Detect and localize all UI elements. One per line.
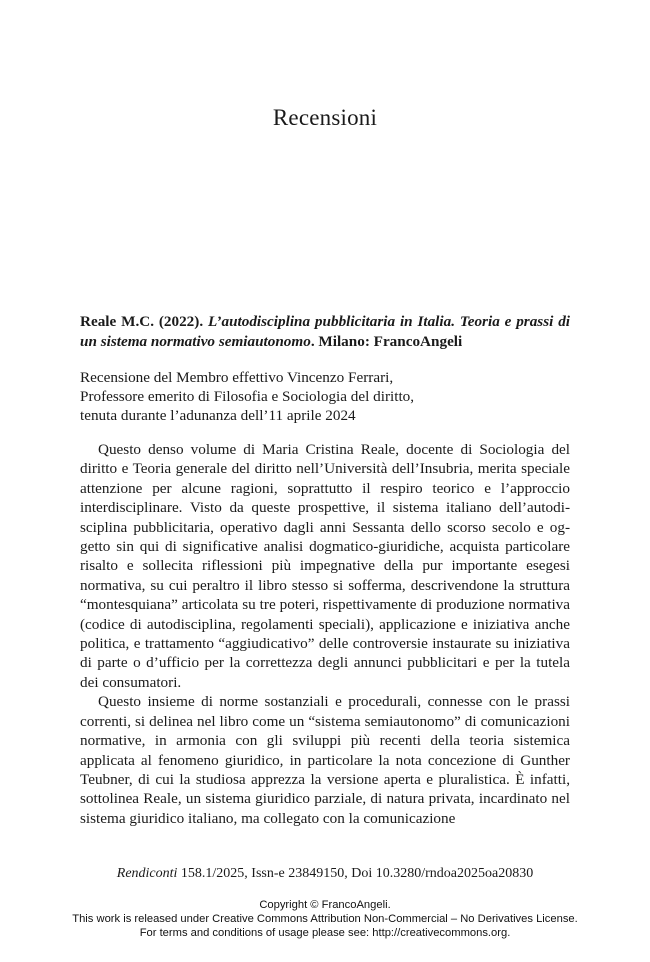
citation-book-title: L’autodisciplina pubblicitaria in Italia. Teoria e prassi di un sistema normativo semiautonomo xyxy=(80,313,571,350)
body-paragraph-1: Questo denso volume di Maria Cristina Reale, docente di Sociologia del diritto e Teoria generale del diritto nell’Università dell’Insubria, merita speciale attenzione per alcune ragioni, soprattutto il respiro teorico e l’approccio interdisciplinare. Visto da queste prospettive, il sistema italiano dell’autodisciplina pubblicitaria, operativo dagli anni Sessanta dello scorso secolo e oggetto sin qui di significative analisi dogmatico-giuridiche, acquista particolare risalto e sollecita riflessioni più impegnative della pur importante esegesi normativa, su cui peraltro il libro stesso si sofferma, descrivendone la struttura “montesquiana” articolata su tre poteri, rispettivamente di produzione normativa (codice di autodisciplina, regolamenti speciali), applicazione e iniziativa anche politica, e trattamento “aggiudicativo” delle controversie instaurate su iniziativa di parte o d’ufficio per la correttezza degli annunci pubblicitari e per la tutela dei consumatori. xyxy=(80,441,570,691)
journal-reference xyxy=(0,866,650,882)
citation-author-year: Reale M.C. (2022). xyxy=(80,313,204,330)
reviewer-line-3: tenuta durante l’adunanza dell’11 aprile 2024 xyxy=(80,407,356,424)
license-line: This work is released under Creative Commons Attribution Non-Commercial – No Derivatives License. xyxy=(72,913,578,926)
reviewer-line-1: Recensione del Membro effettivo Vincenzo Ferrari, xyxy=(80,369,394,386)
terms-line: For terms and conditions of usage please see: http://creativecommons.org. xyxy=(139,927,511,940)
journal-details: 158.1/2025, Issn-e 23849150, Doi 10.3280/rndoa2025oa20830 xyxy=(177,866,534,881)
body-paragraph-2: Questo insieme di norme sostanziali e procedurali, connesse con le prassi correnti, si delinea nel libro come un “sistema semiautonomo” di comunicazioni normative, in armonia con gli sviluppi più recenti della teoria sistemica applicata al fenomeno giuridico, in particolare la nota concezione di Gunther Teubner, di cui la studiosa apprezza la versione aperta e pluralistica. È infatti, sottolinea Reale, un sistema giuridico parziale, di natura privata, incardinato nel sistema giuridico italiano, ma collegato con la comunicazione xyxy=(80,693,570,827)
journal-name: Rendiconti xyxy=(116,866,178,881)
reviewer-line-2: Professore emerito di Filosofia e Sociologia del diritto, xyxy=(80,388,415,405)
page-title: Recensioni xyxy=(272,105,378,131)
citation-publisher: . Milano: FrancoAngeli xyxy=(310,332,463,350)
reviewer-info xyxy=(80,368,570,425)
license-notice xyxy=(0,898,650,941)
review-body xyxy=(80,440,570,828)
copyright-line: Copyright © FrancoAngeli. xyxy=(259,899,391,911)
book-citation xyxy=(80,312,570,351)
